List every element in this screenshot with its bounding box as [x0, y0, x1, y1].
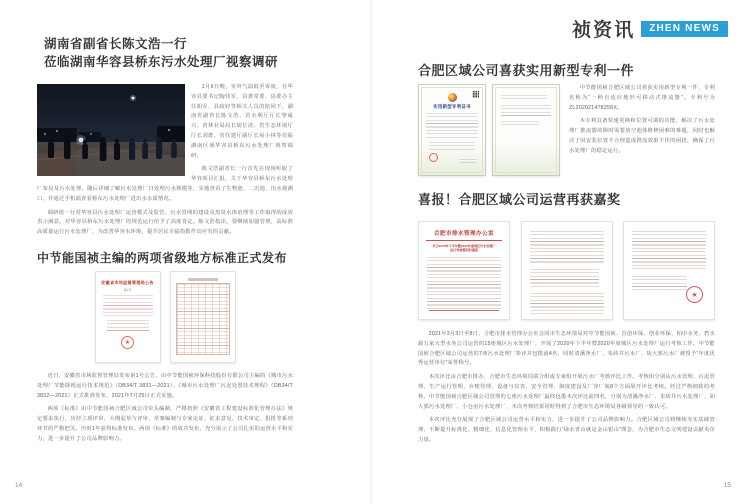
article2-headline: 中节能国祯主编的两项省级地方标准正式发布: [37, 251, 288, 265]
table-doc-grid: [176, 283, 230, 355]
signature-lines: [459, 159, 477, 163]
article1-paragraph: 调研组一行对华容县污水处理厂运营模式及监管、污水管网的建设及黑臭水体治理等工作取得的成效表示满意。对华容县桥东污水处理厂的规范运行给予了高度肯定。陈文浩指出，要继续加强管理，高标准高质量运行污水处理厂，为改善华容水环境，提升居民幸福指数作出应有的贡献。: [37, 209, 293, 236]
gov-doc-footer-rule: [429, 310, 499, 311]
article3-content-row: [418, 84, 715, 176]
gov-doc-text-lines: [427, 257, 501, 309]
masthead: [572, 15, 728, 42]
gov-doc-text-lines: [530, 293, 604, 315]
notice-text-lines: [103, 295, 153, 317]
article3-paragraph: 本专利具备快速更换和位置可调的功能，解决了污水处理厂推流器故障时需要放空池体维修困难的难题，同时也解决了因安装位置不合理造成推流效果不佳的困扰，确保了污水处理厂的稳定运行。: [569, 118, 715, 154]
red-seal-icon: [429, 153, 438, 162]
qr-code-icon: [472, 91, 479, 98]
masthead-logo-cn: 祯资讯: [572, 20, 636, 41]
red-seal-icon: ★: [685, 285, 704, 304]
gov-doc-rule: [426, 240, 502, 241]
article2-paragraph: 近日，安徽省市场监督管理局发布第1号公告，由中节能国祯环保科技股份有限公司主编的《城市污水处理厂节能降耗运行技术规范》（DB34/T 3831—2021）、《城市污水处理厂污泥处置技术规程》（DB34/T 3832—2021）正式批准发布，2021年7月25日正式实施。: [37, 373, 293, 399]
article3-body: [566, 84, 715, 176]
table-doc-caption: [188, 278, 218, 281]
article2-body: [37, 372, 293, 449]
certificate-text-lines: [501, 105, 551, 117]
article2-documents: [37, 271, 293, 363]
article3-paragraph: 中节能国祯合肥区域公司喜获实用新型专利一件，专利名称为“一种自适应地形可移动式推流器”。专利号为ZL202021478258X。: [569, 85, 715, 111]
notice-text-lines: [107, 320, 149, 332]
gov-doc-text-lines: [530, 231, 604, 265]
certificate-text-lines: [426, 113, 478, 139]
article1-headline-line2: 莅临湖南华容县桥东污水处理厂视察调研: [44, 54, 279, 69]
article3-headline: 合肥区域公司喜获实用新型专利一件: [418, 63, 635, 78]
page-gutter: [369, 0, 373, 504]
drainage-office-report-doc-page1: [418, 221, 510, 320]
article1-paragraph: 陈文浩副省长一行首先在现场听取了华容项目汇报，关于华容县桥东污水处理厂布局及污水处理。随后详细了解污水处理厂日处理污水规模等，实地查看了生物池、二沉池、出水观测口，并通过手机端查看桥东污水处理厂进出水水质情况。: [37, 166, 293, 202]
page-number-right: 15: [723, 482, 731, 489]
article1-headline-line1: 湖南省副省长陈文浩一行: [44, 37, 188, 51]
gov-doc-header: 合肥市排水管理办公室: [434, 231, 494, 237]
drainage-office-report-doc-page3: [623, 221, 715, 320]
article4-headline: 喜报！合肥区域公司运营再获嘉奖: [418, 192, 621, 207]
article1-headline: [44, 36, 278, 71]
red-seal-icon: ★: [121, 336, 134, 349]
article4-paragraph: 2021年3月3日至8日，合肥市排水管理办公室会同市生态环境局对中节能国祯、首创环保、创业环保、柏中水务、碧水源五家大型水务公司运营的15座城区污水处理厂，开展了2020年下半年暨2020年度城区污水处理厂运行考核工作。中节能国祯合肥区域公司运营的7座污水处理厂参评并包揽前4名，同时清溪净水厂、朱砖井污水厂、胡大郢污水厂被授予“年度优秀运营单位”荣誉称号。: [418, 331, 715, 367]
certificate-text-lines: [429, 142, 475, 152]
certificate-title: 实用新型专利证书: [433, 104, 471, 109]
article4-paragraph: 本次评比由合肥市排办、合肥市生态环境局联合组成专家组开展污水厂考核评比工作。考核组分别从污水管理、污泥管理、生产运行管理、台账管理、设备与仪表、安全管理、制度建设及厂容厂貌8个方面展开评比考核。经过严格细致的考核，中节能国祯合肥区域公司管理的七座污水处理厂最终包揽本次评比前四名，分别为清溪净水厂、朱砖井污水处理厂、胡大郢污水处理厂、小仓房污水处理厂，本次考核结果同时得到了合肥市生态环境局各级领导的一致认可。: [418, 374, 715, 410]
drainage-office-report-doc-page2: [521, 221, 613, 320]
certificate-text-lines: [501, 95, 547, 99]
page-number-left: 14: [15, 482, 23, 489]
notice-doc-number: 第1号: [123, 288, 132, 292]
article4-paragraph: 本次评比充分展现了合肥区域公司运营水平和实力，进一步提升了公司品牌影响力。合肥区域公司将继续夯实基础管理，不断提升标准化、精细化、信息化管理水平，积极践行“绿水青山就是金山银山”理念，为合肥市生态文明建设贡献央企力量。: [418, 417, 715, 443]
patent-certificate-page2-doc: [492, 84, 560, 176]
gov-doc-text-lines: [632, 231, 706, 271]
emblem-icon: [448, 93, 457, 102]
standards-table-doc: [170, 271, 236, 363]
article2-paragraph: 两项《标准》由中节能国祯合肥区域公司牵头编制，严格按照《安徽省工程建设标准化管理办法》规定要求执行，历经立项评审、大纲起草与评审、草案编制与专家论证、征求意见、技术审定、报批等系列环节的严格把关，历时1年获得标准发布。两项《标准》的成功发布，充分展示了公司扎实的运营水平和实力，进一步提升了公司品牌影响力。: [37, 406, 294, 442]
article4-documents: [418, 221, 715, 320]
certificate-text-lines: [501, 121, 539, 127]
article1-body: [37, 83, 293, 242]
article1-paragraph: 1月6日晚，室外气温低至零度，在华容县委书记陶伟军、县委常委、县委办主任胡军、县政府等相关人员的陪同下，湖南省副省长陈文浩、省水利厅厅长黎咸兴、省林业局局长胡长清、省生态环境厅厅长刘群、省住建厅副厅长易小林等莅临湖南区域华容县桥东污水处理厂视察调研。: [191, 84, 293, 159]
masthead-logo-en: ZHEN NEWS: [641, 21, 728, 37]
gov-doc-text-lines: [530, 269, 599, 289]
patent-certificate-doc: [418, 84, 486, 176]
notice-doc-title: 安徽省市场监督管理局公告: [101, 280, 154, 285]
market-regulation-notice-doc: [95, 271, 161, 363]
night-inspection-photo: [37, 84, 185, 176]
gov-doc-subtitle: 关于2020年下半年暨2020年度城区污水处理厂运行考核情况的通报: [432, 243, 496, 253]
gov-doc-text-lines: [632, 276, 687, 290]
article4-body: [418, 330, 715, 450]
